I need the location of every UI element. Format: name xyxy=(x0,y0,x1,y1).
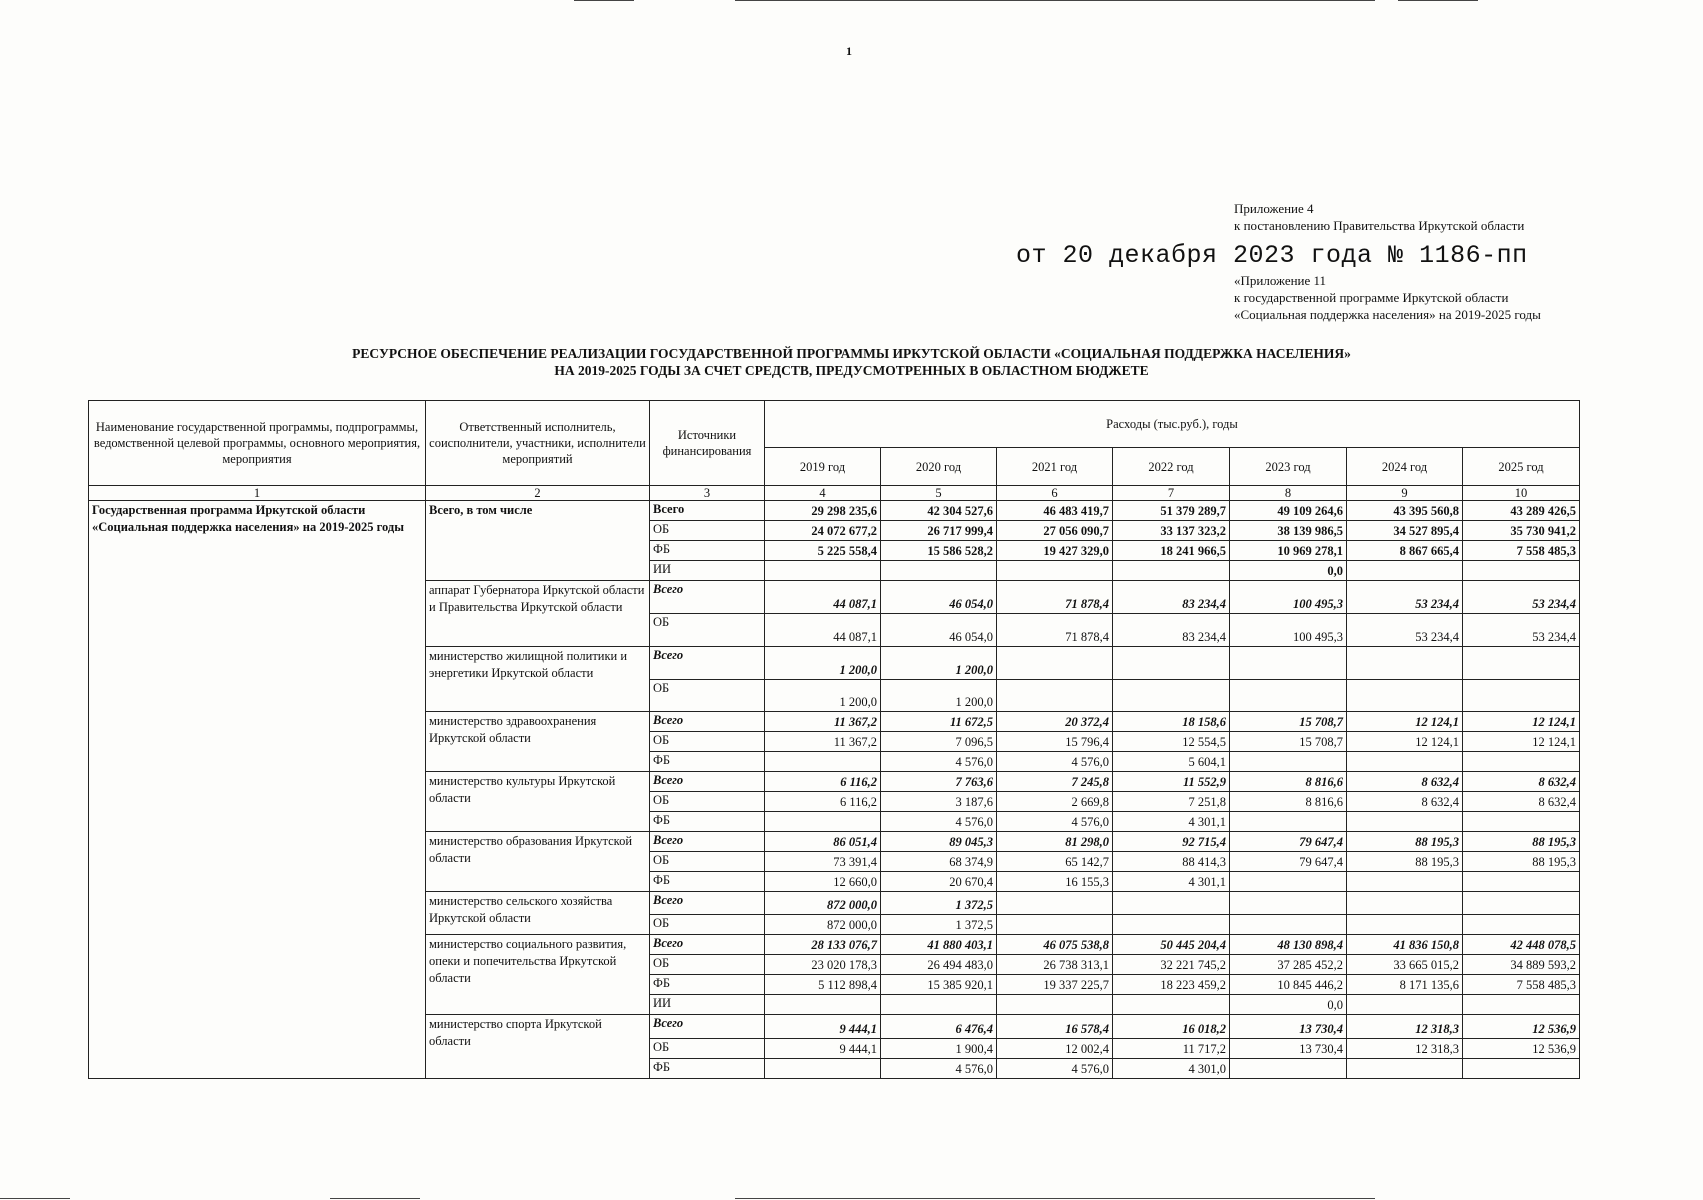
amount-cell: 15 586 528,2 xyxy=(881,541,997,561)
amount-cell: 83 234,4 xyxy=(1113,581,1230,614)
amount-cell: 10 845 446,2 xyxy=(1230,975,1347,995)
funding-source-cell: ФБ xyxy=(650,812,765,832)
amount-cell: 26 494 483,0 xyxy=(881,955,997,975)
funding-source-cell: ОБ xyxy=(650,614,765,647)
amount-cell xyxy=(881,561,997,581)
page-number: 1 xyxy=(846,44,852,58)
funding-source-cell: ОБ xyxy=(650,955,765,975)
amount-cell xyxy=(1463,647,1580,680)
amount-cell: 86 051,4 xyxy=(765,832,881,852)
budget-table-wrapper xyxy=(88,400,1580,1079)
amount-cell: 12 318,3 xyxy=(1347,1039,1463,1059)
amount-cell: 6 116,2 xyxy=(765,772,881,792)
funding-source-cell: Всего xyxy=(650,772,765,792)
amount-cell: 4 576,0 xyxy=(881,1059,997,1079)
amount-cell: 20 372,4 xyxy=(997,712,1113,732)
amount-cell xyxy=(1230,680,1347,712)
amount-cell: 5 604,1 xyxy=(1113,752,1230,772)
amount-cell: 89 045,3 xyxy=(881,832,997,852)
amount-cell: 11 717,2 xyxy=(1113,1039,1230,1059)
amount-cell: 92 715,4 xyxy=(1113,832,1230,852)
amount-cell xyxy=(1347,647,1463,680)
amount-cell: 1 200,0 xyxy=(765,647,881,680)
funding-source-cell: Всего xyxy=(650,892,765,915)
amount-cell xyxy=(1463,680,1580,712)
amount-cell: 41 880 403,1 xyxy=(881,935,997,955)
amount-cell xyxy=(1113,892,1230,915)
amount-cell: 88 195,3 xyxy=(1463,832,1580,852)
amount-cell: 12 124,1 xyxy=(1347,712,1463,732)
amount-cell: 26 738 313,1 xyxy=(997,955,1113,975)
header-source: Источники финансирования xyxy=(650,401,765,486)
column-index: 7 xyxy=(1113,486,1230,501)
amount-cell xyxy=(765,561,881,581)
funding-source-cell: ФБ xyxy=(650,752,765,772)
amount-cell xyxy=(1113,680,1230,712)
funding-source-cell: ФБ xyxy=(650,541,765,561)
amount-cell: 8 171 135,6 xyxy=(1347,975,1463,995)
column-index: 1 xyxy=(89,486,426,501)
amount-cell: 71 878,4 xyxy=(997,614,1113,647)
amount-cell xyxy=(1463,915,1580,935)
amount-cell: 11 367,2 xyxy=(765,712,881,732)
amount-cell: 9 444,1 xyxy=(765,1015,881,1039)
amount-cell: 8 816,6 xyxy=(1230,772,1347,792)
funding-source-cell: Всего xyxy=(650,712,765,732)
header-year: 2020 год xyxy=(881,448,997,486)
amount-cell xyxy=(881,995,997,1015)
amount-cell: 33 137 323,2 xyxy=(1113,521,1230,541)
amount-cell: 8 632,4 xyxy=(1347,792,1463,812)
amount-cell: 16 155,3 xyxy=(997,872,1113,892)
amount-cell: 53 234,4 xyxy=(1347,581,1463,614)
amount-cell: 1 200,0 xyxy=(881,680,997,712)
amount-cell: 46 054,0 xyxy=(881,614,997,647)
amount-cell xyxy=(1230,872,1347,892)
funding-source-cell: Всего xyxy=(650,581,765,614)
amount-cell xyxy=(997,680,1113,712)
amount-cell: 50 445 204,4 xyxy=(1113,935,1230,955)
amount-cell: 8 632,4 xyxy=(1347,772,1463,792)
amount-cell: 7 763,6 xyxy=(881,772,997,792)
amount-cell xyxy=(1463,561,1580,581)
amount-cell: 8 632,4 xyxy=(1463,772,1580,792)
amount-cell: 48 130 898,4 xyxy=(1230,935,1347,955)
header-year: 2021 год xyxy=(997,448,1113,486)
amount-cell: 18 223 459,2 xyxy=(1113,975,1230,995)
amount-cell: 1 372,5 xyxy=(881,915,997,935)
funding-source-cell: Всего xyxy=(650,935,765,955)
amount-cell: 79 647,4 xyxy=(1230,832,1347,852)
amount-cell: 32 221 745,2 xyxy=(1113,955,1230,975)
funding-source-cell: ОБ xyxy=(650,1039,765,1059)
amount-cell: 18 241 966,5 xyxy=(1113,541,1230,561)
amount-cell: 1 372,5 xyxy=(881,892,997,915)
scan-artifact-line xyxy=(1398,0,1478,1)
amount-cell: 4 301,0 xyxy=(1113,1059,1230,1079)
amount-cell: 81 298,0 xyxy=(997,832,1113,852)
amount-cell: 3 187,6 xyxy=(881,792,997,812)
amount-cell xyxy=(1347,892,1463,915)
amount-cell: 53 234,4 xyxy=(1463,614,1580,647)
amount-cell: 18 158,6 xyxy=(1113,712,1230,732)
amount-cell: 7 558 485,3 xyxy=(1463,975,1580,995)
amount-cell: 41 836 150,8 xyxy=(1347,935,1463,955)
amount-cell: 13 730,4 xyxy=(1230,1039,1347,1059)
approval-block xyxy=(1234,200,1524,234)
amount-cell: 43 395 560,8 xyxy=(1347,501,1463,521)
amount-cell xyxy=(1230,752,1347,772)
amount-cell: 5 112 898,4 xyxy=(765,975,881,995)
title-line-2: НА 2019-2025 ГОДЫ ЗА СЧЕТ СРЕДСТВ, ПРЕДУСМОТРЕННЫХ В ОБЛАСТНОМ БЮДЖЕТЕ xyxy=(554,363,1149,378)
amount-cell: 51 379 289,7 xyxy=(1113,501,1230,521)
executor-cell: министерство здравоохранения Иркутской области xyxy=(426,712,650,772)
amount-cell: 20 670,4 xyxy=(881,872,997,892)
scan-artifact-line xyxy=(0,1198,70,1199)
amount-cell: 38 139 986,5 xyxy=(1230,521,1347,541)
funding-source-cell: ОБ xyxy=(650,852,765,872)
amount-cell: 5 225 558,4 xyxy=(765,541,881,561)
amount-cell: 19 427 329,0 xyxy=(997,541,1113,561)
amount-cell: 12 124,1 xyxy=(1463,732,1580,752)
funding-source-cell: Всего xyxy=(650,832,765,852)
amount-cell xyxy=(1113,995,1230,1015)
executor-cell: министерство спорта Иркутской области xyxy=(426,1015,650,1079)
amount-cell: 88 195,3 xyxy=(1347,832,1463,852)
amount-cell: 872 000,0 xyxy=(765,915,881,935)
funding-source-cell: ФБ xyxy=(650,872,765,892)
amount-cell: 7 558 485,3 xyxy=(1463,541,1580,561)
amount-cell xyxy=(997,995,1113,1015)
amount-cell xyxy=(1113,561,1230,581)
amount-cell: 28 133 076,7 xyxy=(765,935,881,955)
amount-cell: 4 576,0 xyxy=(997,812,1113,832)
header-expenses: Расходы (тыс.руб.), годы xyxy=(765,401,1580,448)
amount-cell xyxy=(1463,892,1580,915)
amount-cell xyxy=(1347,1059,1463,1079)
funding-source-cell: Всего xyxy=(650,1015,765,1039)
amount-cell: 12 536,9 xyxy=(1463,1015,1580,1039)
column-index: 3 xyxy=(650,486,765,501)
executor-cell: министерство культуры Иркутской области xyxy=(426,772,650,832)
amount-cell: 33 665 015,2 xyxy=(1347,955,1463,975)
executor-cell: министерство жилищной политики и энергетики Иркутской области xyxy=(426,647,650,712)
amount-cell xyxy=(1347,812,1463,832)
column-index: 2 xyxy=(426,486,650,501)
amount-cell: 46 483 419,7 xyxy=(997,501,1113,521)
amount-cell: 15 708,7 xyxy=(1230,732,1347,752)
column-index: 10 xyxy=(1463,486,1580,501)
executor-cell: министерство сельского хозяйства Иркутской области xyxy=(426,892,650,935)
amount-cell: 4 301,1 xyxy=(1113,872,1230,892)
amount-cell: 88 195,3 xyxy=(1347,852,1463,872)
amount-cell xyxy=(1463,872,1580,892)
amount-cell: 49 109 264,6 xyxy=(1230,501,1347,521)
amount-cell: 43 289 426,5 xyxy=(1463,501,1580,521)
column-index: 6 xyxy=(997,486,1113,501)
amount-cell: 872 000,0 xyxy=(765,892,881,915)
amount-cell: 0,0 xyxy=(1230,995,1347,1015)
amount-cell: 79 647,4 xyxy=(1230,852,1347,872)
appendix-line-1: «Приложение 11 xyxy=(1234,273,1327,288)
amount-cell: 26 717 999,4 xyxy=(881,521,997,541)
amount-cell: 42 448 078,5 xyxy=(1463,935,1580,955)
amount-cell: 16 578,4 xyxy=(997,1015,1113,1039)
amount-cell xyxy=(765,1059,881,1079)
amount-cell xyxy=(1113,915,1230,935)
amount-cell xyxy=(1230,812,1347,832)
amount-cell: 12 318,3 xyxy=(1347,1015,1463,1039)
amount-cell xyxy=(1113,647,1230,680)
funding-source-cell: Всего xyxy=(650,647,765,680)
amount-cell: 11 367,2 xyxy=(765,732,881,752)
amount-cell xyxy=(1347,752,1463,772)
header-year: 2025 год xyxy=(1463,448,1580,486)
amount-cell xyxy=(997,647,1113,680)
amount-cell: 68 374,9 xyxy=(881,852,997,872)
amount-cell: 12 124,1 xyxy=(1347,732,1463,752)
amount-cell: 6 116,2 xyxy=(765,792,881,812)
amount-cell xyxy=(1230,1059,1347,1079)
executor-cell: Всего, в том числе xyxy=(426,501,650,581)
amount-cell xyxy=(1347,915,1463,935)
amount-cell: 1 900,4 xyxy=(881,1039,997,1059)
funding-source-cell: ФБ xyxy=(650,975,765,995)
amount-cell: 88 414,3 xyxy=(1113,852,1230,872)
executor-cell: министерство социального развития, опеки и попечительства Иркутской области xyxy=(426,935,650,1015)
table-row xyxy=(89,501,1580,521)
header-year: 2022 год xyxy=(1113,448,1230,486)
amount-cell: 88 195,3 xyxy=(1463,852,1580,872)
table-body xyxy=(89,501,1580,1079)
amount-cell: 0,0 xyxy=(1230,561,1347,581)
funding-source-cell: ФБ xyxy=(650,1059,765,1079)
amount-cell xyxy=(997,915,1113,935)
amount-cell: 12 124,1 xyxy=(1463,712,1580,732)
amount-cell xyxy=(1347,872,1463,892)
executor-cell: аппарат Губернатора Иркутской области и Правительства Иркутской области xyxy=(426,581,650,647)
amount-cell: 8 816,6 xyxy=(1230,792,1347,812)
amount-cell: 15 796,4 xyxy=(997,732,1113,752)
header-executor: Ответственный исполнитель, соисполнители, участники, исполнители мероприятий xyxy=(426,401,650,486)
amount-cell: 4 576,0 xyxy=(997,752,1113,772)
amount-cell xyxy=(1230,647,1347,680)
appendix-line-3: «Социальная поддержка населения» на 2019-2025 годы xyxy=(1234,307,1541,322)
scan-artifact-line xyxy=(330,1198,420,1199)
amount-cell: 100 495,3 xyxy=(1230,581,1347,614)
document-title xyxy=(0,345,1703,379)
amount-cell: 1 200,0 xyxy=(881,647,997,680)
header-year: 2019 год xyxy=(765,448,881,486)
amount-cell: 53 234,4 xyxy=(1347,614,1463,647)
header-year: 2023 год xyxy=(1230,448,1347,486)
amount-cell: 44 087,1 xyxy=(765,581,881,614)
amount-cell: 15 708,7 xyxy=(1230,712,1347,732)
decree-stamp: от 20 декабря 2023 года № 1186-пп xyxy=(1016,241,1528,270)
column-index: 9 xyxy=(1347,486,1463,501)
amount-cell: 24 072 677,2 xyxy=(765,521,881,541)
amount-cell: 4 576,0 xyxy=(881,752,997,772)
amount-cell: 100 495,3 xyxy=(1230,614,1347,647)
amount-cell: 73 391,4 xyxy=(765,852,881,872)
approval-line-2: к постановлению Правительства Иркутской области xyxy=(1234,218,1525,233)
amount-cell: 8 632,4 xyxy=(1463,792,1580,812)
amount-cell: 34 527 895,4 xyxy=(1347,521,1463,541)
funding-source-cell: Всего xyxy=(650,501,765,521)
amount-cell: 12 536,9 xyxy=(1463,1039,1580,1059)
amount-cell: 4 576,0 xyxy=(997,1059,1113,1079)
amount-cell xyxy=(1230,892,1347,915)
amount-cell: 12 002,4 xyxy=(997,1039,1113,1059)
amount-cell: 44 087,1 xyxy=(765,614,881,647)
column-index: 5 xyxy=(881,486,997,501)
amount-cell: 27 056 090,7 xyxy=(997,521,1113,541)
amount-cell xyxy=(1463,812,1580,832)
amount-cell xyxy=(997,892,1113,915)
amount-cell: 53 234,4 xyxy=(1463,581,1580,614)
amount-cell: 29 298 235,6 xyxy=(765,501,881,521)
amount-cell: 10 969 278,1 xyxy=(1230,541,1347,561)
appendix-line-2: к государственной программе Иркутской области xyxy=(1234,290,1509,305)
amount-cell: 11 672,5 xyxy=(881,712,997,732)
amount-cell xyxy=(1463,1059,1580,1079)
amount-cell xyxy=(765,995,881,1015)
amount-cell: 7 251,8 xyxy=(1113,792,1230,812)
scan-artifact-line xyxy=(735,0,1375,1)
header-year: 2024 год xyxy=(1347,448,1463,486)
header-program: Наименование государственной программы, подпрограммы, ведомственной целевой программы, основного мероприятия, мероприятия xyxy=(89,401,426,486)
amount-cell: 15 385 920,1 xyxy=(881,975,997,995)
amount-cell xyxy=(1463,752,1580,772)
amount-cell: 46 075 538,8 xyxy=(997,935,1113,955)
funding-source-cell: ОБ xyxy=(650,792,765,812)
amount-cell: 23 020 178,3 xyxy=(765,955,881,975)
program-name-cell: Государственная программа Иркутской области «Социальная поддержка населения» на 2019-2025 годы xyxy=(89,501,426,1079)
amount-cell: 71 878,4 xyxy=(997,581,1113,614)
amount-cell xyxy=(997,561,1113,581)
funding-source-cell: ОБ xyxy=(650,732,765,752)
amount-cell: 9 444,1 xyxy=(765,1039,881,1059)
amount-cell: 4 301,1 xyxy=(1113,812,1230,832)
amount-cell xyxy=(1230,915,1347,935)
budget-table xyxy=(88,400,1580,1079)
amount-cell: 7 096,5 xyxy=(881,732,997,752)
amount-cell: 12 554,5 xyxy=(1113,732,1230,752)
amount-cell: 11 552,9 xyxy=(1113,772,1230,792)
amount-cell xyxy=(1463,995,1580,1015)
column-index: 4 xyxy=(765,486,881,501)
appendix-block xyxy=(1234,272,1541,323)
funding-source-cell: ОБ xyxy=(650,915,765,935)
amount-cell: 35 730 941,2 xyxy=(1463,521,1580,541)
amount-cell xyxy=(1347,561,1463,581)
amount-cell: 83 234,4 xyxy=(1113,614,1230,647)
amount-cell xyxy=(765,812,881,832)
amount-cell: 34 889 593,2 xyxy=(1463,955,1580,975)
amount-cell: 13 730,4 xyxy=(1230,1015,1347,1039)
amount-cell xyxy=(1347,995,1463,1015)
funding-source-cell: ОБ xyxy=(650,521,765,541)
amount-cell: 12 660,0 xyxy=(765,872,881,892)
amount-cell: 6 476,4 xyxy=(881,1015,997,1039)
funding-source-cell: ИИ xyxy=(650,995,765,1015)
title-line-1: РЕСУРСНОЕ ОБЕСПЕЧЕНИЕ РЕАЛИЗАЦИИ ГОСУДАРСТВЕННОЙ ПРОГРАММЫ ИРКУТСКОЙ ОБЛАСТИ «СОЦИАЛЬНАЯ ПОДДЕРЖКА НАСЕЛЕНИЯ» xyxy=(352,346,1351,361)
amount-cell: 42 304 527,6 xyxy=(881,501,997,521)
approval-line-1: Приложение 4 xyxy=(1234,201,1314,216)
amount-cell: 46 054,0 xyxy=(881,581,997,614)
amount-cell: 65 142,7 xyxy=(997,852,1113,872)
amount-cell: 2 669,8 xyxy=(997,792,1113,812)
amount-cell: 16 018,2 xyxy=(1113,1015,1230,1039)
amount-cell: 19 337 225,7 xyxy=(997,975,1113,995)
amount-cell xyxy=(1347,680,1463,712)
amount-cell: 1 200,0 xyxy=(765,680,881,712)
amount-cell: 4 576,0 xyxy=(881,812,997,832)
funding-source-cell: ИИ xyxy=(650,561,765,581)
column-index: 8 xyxy=(1230,486,1347,501)
scan-artifact-line xyxy=(735,1198,1375,1199)
amount-cell: 7 245,8 xyxy=(997,772,1113,792)
funding-source-cell: ОБ xyxy=(650,680,765,712)
executor-cell: министерство образования Иркутской области xyxy=(426,832,650,892)
scan-artifact-line xyxy=(574,0,634,1)
amount-cell: 8 867 665,4 xyxy=(1347,541,1463,561)
amount-cell: 37 285 452,2 xyxy=(1230,955,1347,975)
amount-cell xyxy=(765,752,881,772)
